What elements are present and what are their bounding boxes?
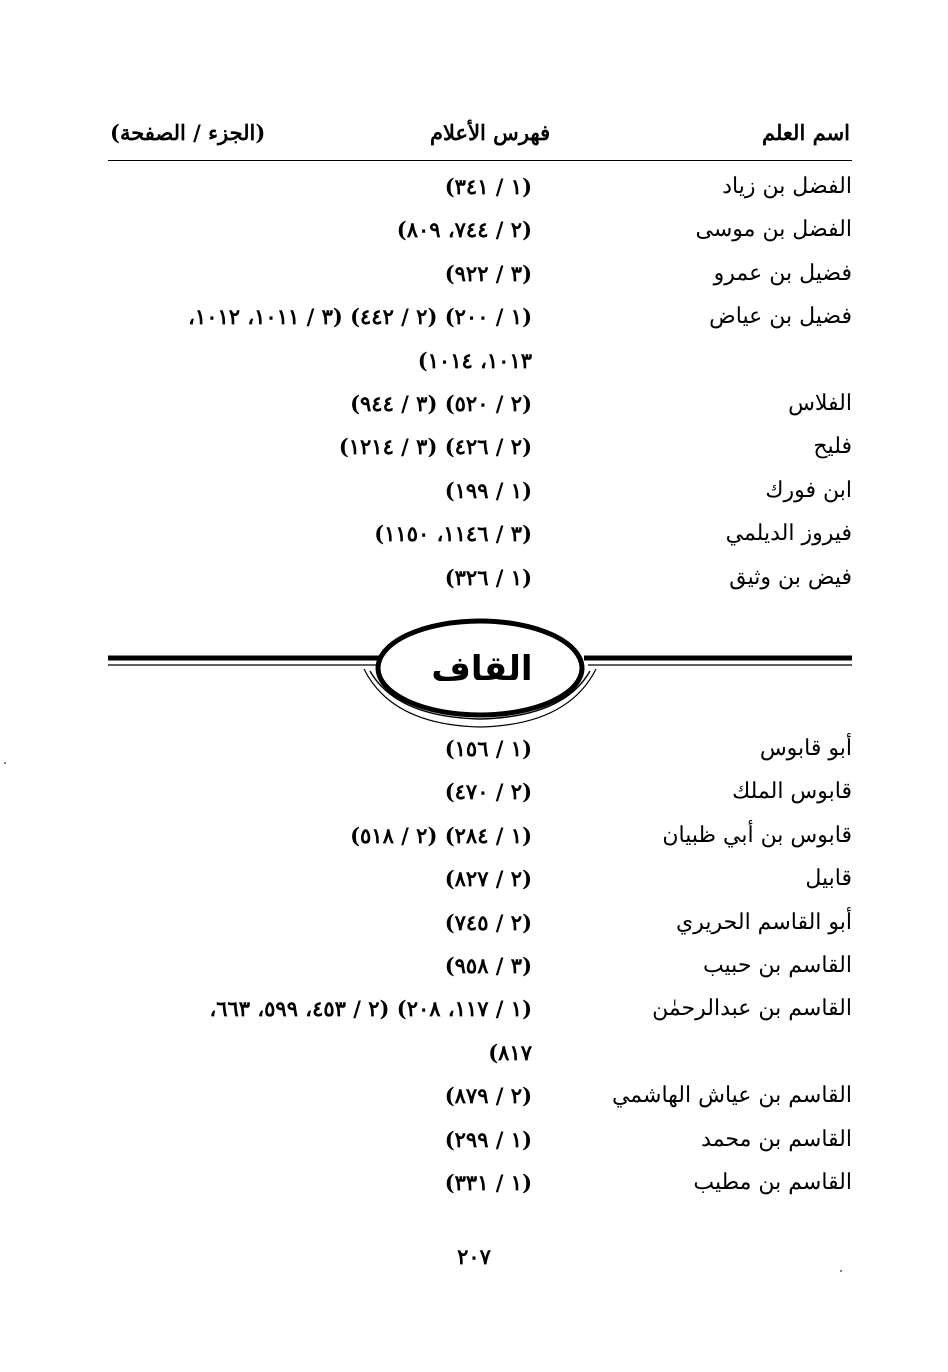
index-entry <box>100 300 852 343</box>
section-heading: القاف <box>431 649 533 689</box>
entry-reference: (١ / ٣٤١) <box>444 174 532 199</box>
entry-reference: (٢ / ٧٤٥) <box>444 909 532 935</box>
entry-reference: ٨١٧) <box>488 1039 532 1065</box>
scan-speck <box>4 762 6 764</box>
entry-name: فيض بن وثيق <box>729 564 852 590</box>
entry-name: قابوس بن أبي ظبيان <box>662 822 852 848</box>
entry-reference: (١ / ٣٢٦) <box>444 564 532 590</box>
entries-before-list <box>100 170 852 604</box>
index-entry <box>100 474 852 517</box>
entry-name: القاسم بن عياش الهاشمي <box>611 1083 852 1109</box>
entry-reference: (١ / ٢٠٠) (٢ / ٤٤٢) (٣ / ١٠١١، ١٠١٢، <box>188 304 532 330</box>
entry-reference: (٢ / ٧٤٤، ٨٠٩) <box>396 217 532 243</box>
page-number: ٢٠٧ <box>457 1244 491 1269</box>
page-title: فهرس الأعلام <box>430 120 551 145</box>
entry-reference: (١ / ٣٣١) <box>444 1169 532 1195</box>
index-entry <box>100 1123 852 1166</box>
name-column-heading: اسم العلم <box>761 120 850 145</box>
page-header <box>108 112 850 158</box>
index-entry <box>100 732 852 775</box>
entry-reference: (١ / ١١٧، ٢٠٨) (٢ / ٤٥٣، ٥٩٩، ٦٦٣، <box>209 996 532 1022</box>
entries-after-list <box>100 732 852 1209</box>
index-entry <box>100 170 852 213</box>
entry-name: فضيل بن عياض <box>709 304 852 330</box>
entry-name: ابن فورك <box>765 477 852 503</box>
index-entry <box>100 387 852 430</box>
entry-name: فيروز الديلمي <box>725 521 852 547</box>
entry-name: القاسم بن حبيب <box>702 952 852 978</box>
entry-name: فليح <box>813 434 852 460</box>
entry-name: فضيل بن عمرو <box>713 260 852 286</box>
entry-name: القاسم بن مطيب <box>693 1169 852 1195</box>
entry-name: قابيل <box>805 866 852 892</box>
entry-name: الفضل بن موسى <box>695 217 852 243</box>
entry-reference: (٣ / ٩٥٨) <box>444 952 532 978</box>
entry-reference: (١ / ١٩٩) <box>444 477 532 503</box>
entry-reference: (٢ / ٨٧٩) <box>444 1083 532 1109</box>
entry-reference: (٢ / ٤٢٦) (٣ / ١٢١٤) <box>338 434 532 460</box>
index-entry <box>100 213 852 256</box>
entry-name: القاسم بن عبدالرحمٰن <box>652 996 852 1022</box>
entry-reference: (٢ / ٤٧٠) <box>444 779 532 805</box>
index-entry <box>100 430 852 473</box>
index-entry <box>100 1036 852 1079</box>
index-entry <box>100 862 852 905</box>
scan-speck <box>840 1270 842 1272</box>
entry-reference: (٣ / ١١٤٦، ١١٥٠) <box>374 521 532 547</box>
entry-name: القاسم بن محمد <box>701 1126 852 1152</box>
entry-reference: (١ / ٢٨٤) (٢ / ٥١٨) <box>350 822 532 848</box>
index-entry <box>100 992 852 1035</box>
header-rule <box>108 160 852 161</box>
index-entry <box>100 1166 852 1209</box>
entry-name: قابوس الملك <box>732 779 852 805</box>
entry-reference: (١ / ١٥٦) <box>444 736 532 761</box>
entry-name: الفضل بن زياد <box>722 174 852 199</box>
reference-column-heading: (الجزء / الصفحة) <box>110 120 266 145</box>
entry-name: الفلاس <box>788 390 852 416</box>
index-entry <box>100 906 852 949</box>
entry-name: أبو قابوس <box>759 736 852 761</box>
entry-reference: (٣ / ٩٢٢) <box>444 260 532 286</box>
entry-name: أبو القاسم الحريري <box>676 909 852 935</box>
entry-reference: ١٠١٣، ١٠١٤) <box>417 347 532 373</box>
index-entry <box>100 949 852 992</box>
entry-reference: (١ / ٢٩٩) <box>444 1126 532 1152</box>
entry-reference: (٢ / ٥٢٠) (٣ / ٩٤٤) <box>350 390 532 416</box>
entry-reference: (٢ / ٨٢٧) <box>444 866 532 892</box>
index-entry <box>100 819 852 862</box>
index-entry <box>100 257 852 300</box>
index-entry <box>100 517 852 560</box>
index-entry <box>100 775 852 818</box>
index-entry <box>100 1079 852 1122</box>
index-entry <box>100 561 852 604</box>
index-entry <box>100 344 852 387</box>
